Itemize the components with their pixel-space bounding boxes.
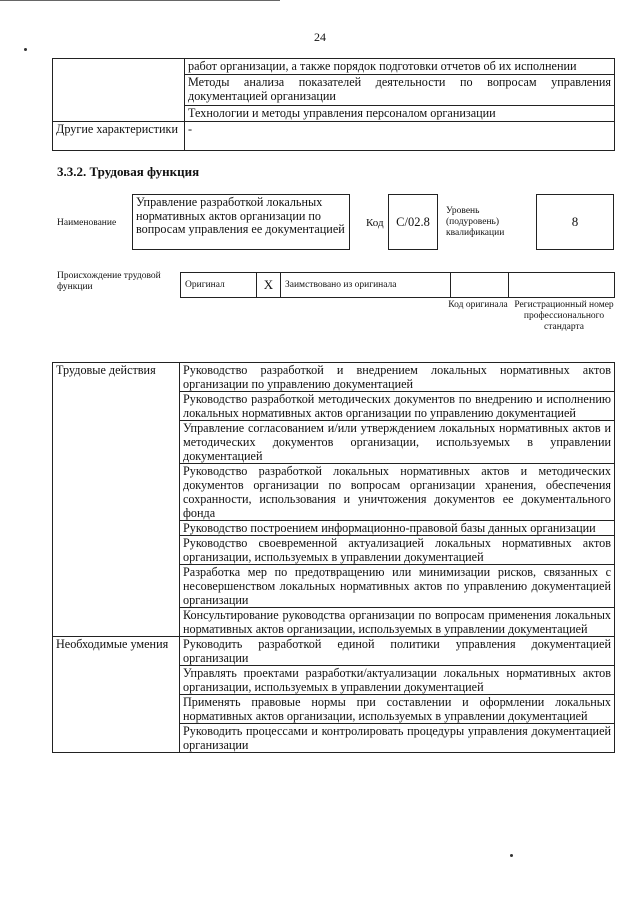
- caption-registration-number: Регистрационный номер профессионального стандарта: [514, 300, 614, 332]
- top-table-cell: Технологии и методы управления персоналом организации: [185, 105, 615, 121]
- qualification-level-box: 8: [536, 194, 614, 250]
- function-code-box: С/02.8: [388, 194, 438, 250]
- labor-action-item: Руководство разработкой локальных нормативных актов и методических документов организации по вопросам организации хранения, обеспечения сохранности, использования и уничтожения документов ее документального фонда: [180, 464, 615, 521]
- labor-actions-label: Трудовые действия: [53, 363, 180, 637]
- origin-code-cell: [451, 273, 509, 298]
- function-name-box: Управление разработкой локальных нормативных актов организации по вопросам управления ее документацией: [132, 194, 350, 250]
- labor-action-item: Руководство своевременной актуализацией локальных нормативных актов организации, используемых в управлении документацией: [180, 536, 615, 565]
- level-label: Уровень (подуровень) квалификации: [446, 206, 505, 238]
- other-characteristics-label: Другие характеристики: [53, 122, 185, 151]
- origin-mark: X: [257, 273, 281, 298]
- skill-item: Управлять проектами разработки/актуализации локальных нормативных актов организации, используемых в управлении документацией: [180, 666, 615, 695]
- main-table: [52, 362, 615, 753]
- labor-action-item: Руководство разработкой методических документов по внедрению и исполнению локальных нормативных актов организации по управлению документацией: [180, 392, 615, 421]
- section-heading: 3.3.2. Трудовая функция: [57, 164, 200, 179]
- origin-table: [180, 272, 615, 298]
- skill-item: Руководить разработкой единой политики управления документацией организации: [180, 637, 615, 666]
- top-table-cell: Методы анализа показателей деятельности по вопросам управления документацией организации: [185, 75, 615, 106]
- skills-label: Необходимые умения: [53, 637, 180, 753]
- scan-edge-line: [0, 0, 280, 1]
- origin-original: Оригинал: [181, 273, 257, 298]
- labor-action-item: Руководство разработкой и внедрением локальных нормативных актов организации по управлению документацией: [180, 363, 615, 392]
- origin-borrowed: Заимствовано из оригинала: [281, 273, 451, 298]
- table-row: [53, 363, 615, 392]
- name-label: Наименование: [57, 218, 117, 228]
- top-table: [52, 58, 615, 151]
- labor-action-item: Руководство построением информационно-правовой базы данных организации: [180, 521, 615, 536]
- code-label: Код: [366, 217, 384, 229]
- labor-action-item: Управление согласованием и/или утверждением локальных нормативных актов и методических документов организации, используемых в управлении документацией: [180, 421, 615, 464]
- table-row: [53, 59, 615, 75]
- table-row: [53, 637, 615, 666]
- caption-code-original: Код оригинала: [448, 300, 508, 310]
- scan-speck: [510, 854, 513, 857]
- table-row: [53, 122, 615, 151]
- skill-item: Применять правовые нормы при составлении и оформлении локальных нормативных актов организации, используемых в управлении документацией: [180, 695, 615, 724]
- skill-item: Руководить процессами и контролировать процедуры управления документацией организации: [180, 724, 615, 753]
- origin-label: Происхождение трудовой функции: [57, 271, 161, 292]
- scan-speck: [24, 48, 27, 51]
- top-table-empty-cell: [53, 59, 185, 122]
- other-characteristics-value: -: [185, 122, 615, 151]
- labor-action-item: Разработка мер по предотвращению или минимизации рисков, связанных с несовершенством локальных нормативных актов по управлению документацией организации: [180, 565, 615, 608]
- labor-action-item: Консультирование руководства организации по вопросам применения локальных нормативных актов организации, используемых в управлении документацией: [180, 608, 615, 637]
- top-table-cell: работ организации, а также порядок подготовки отчетов об их исполнении: [185, 59, 615, 75]
- page-number: 24: [314, 30, 326, 44]
- origin-reg-cell: [509, 273, 615, 298]
